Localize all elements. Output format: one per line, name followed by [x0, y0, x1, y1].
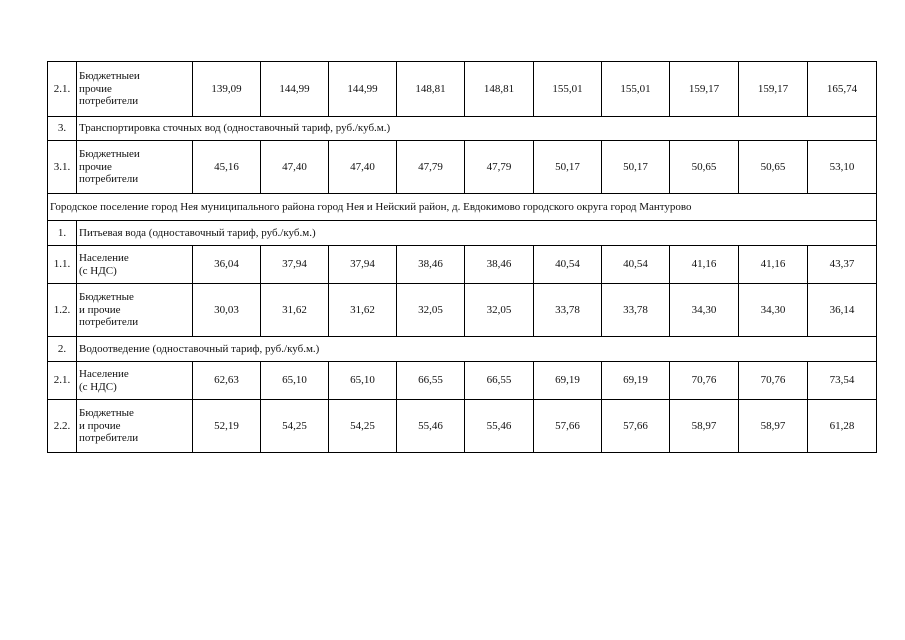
- consumer-category: [77, 62, 193, 117]
- row-number: 2.1.: [48, 62, 77, 117]
- section-number: 2.: [48, 337, 77, 362]
- consumer-category-line: [79, 70, 190, 83]
- tariff-value: 41,16: [739, 246, 808, 284]
- tariff-value: 70,76: [739, 362, 808, 400]
- tariff-value: 32,05: [465, 284, 534, 337]
- tariff-value: 65,10: [261, 362, 329, 400]
- tariff-value: 50,65: [670, 141, 739, 194]
- tariff-value: 144,99: [329, 62, 397, 117]
- tariff-value: 50,17: [602, 141, 670, 194]
- row-number: 3.1.: [48, 141, 77, 194]
- tariff-value: 70,76: [670, 362, 739, 400]
- tariff-value: 159,17: [670, 62, 739, 117]
- table-row: [48, 62, 877, 117]
- section-title: Транспортировка сточных вод (одноставочный тариф, руб./куб.м.): [77, 117, 877, 141]
- table-row: [48, 400, 877, 453]
- tariff-value: 41,16: [670, 246, 739, 284]
- tariff-value: 50,17: [534, 141, 602, 194]
- word: Бюджетные: [79, 148, 134, 161]
- tariff-value: 62,63: [193, 362, 261, 400]
- tariff-value: 38,46: [465, 246, 534, 284]
- section-title: Питьевая вода (одноставочный тариф, руб./куб.м.): [77, 221, 877, 246]
- row-number: 1.2.: [48, 284, 77, 337]
- tariff-value: 30,03: [193, 284, 261, 337]
- tariff-value: 47,40: [329, 141, 397, 194]
- consumer-category-line: потребители: [79, 173, 139, 186]
- tariff-value: 52,19: [193, 400, 261, 453]
- tariff-value: 54,25: [329, 400, 397, 453]
- consumer-category-line: потребители: [79, 432, 139, 445]
- tariff-value: 40,54: [602, 246, 670, 284]
- consumer-category-line: и прочие: [79, 303, 121, 316]
- consumer-category-line: (с НДС): [79, 264, 117, 277]
- tariff-value: 65,10: [329, 362, 397, 400]
- tariff-value: 165,74: [808, 62, 877, 117]
- tariff-value: 58,97: [739, 400, 808, 453]
- tariff-value: 155,01: [602, 62, 670, 117]
- tariff-value: 148,81: [465, 62, 534, 117]
- tariff-value: 61,28: [808, 400, 877, 453]
- tariff-value: 36,14: [808, 284, 877, 337]
- tariff-value: 34,30: [670, 284, 739, 337]
- tariff-value: 53,10: [808, 141, 877, 194]
- tariff-value: 37,94: [329, 246, 397, 284]
- consumer-category-line: потребители: [79, 316, 139, 329]
- section-row: [48, 337, 877, 362]
- word: и: [133, 70, 140, 83]
- consumer-category-line: Бюджетные: [79, 291, 134, 304]
- consumer-category: [77, 141, 193, 194]
- tariff-value: 47,79: [465, 141, 534, 194]
- section-row: [48, 117, 877, 141]
- consumer-category-line: прочие: [79, 82, 112, 95]
- tariff-value: 43,37: [808, 246, 877, 284]
- tariff-value: 34,30: [739, 284, 808, 337]
- consumer-category-line: Население: [79, 252, 129, 264]
- consumer-category-line: [79, 148, 190, 161]
- tariff-value: 55,46: [465, 400, 534, 453]
- tariff-value: 31,62: [329, 284, 397, 337]
- tariff-value: 155,01: [534, 62, 602, 117]
- tariff-value: 38,46: [397, 246, 465, 284]
- tariff-value: 33,78: [534, 284, 602, 337]
- tariff-value: 37,94: [261, 246, 329, 284]
- consumer-category-line: Бюджетные: [79, 407, 134, 420]
- tariff-value: 139,09: [193, 62, 261, 117]
- tariff-value: 33,78: [602, 284, 670, 337]
- tariff-value: 66,55: [465, 362, 534, 400]
- row-number: 2.1.: [48, 362, 77, 400]
- row-number: 2.2.: [48, 400, 77, 453]
- tariff-value: 54,25: [261, 400, 329, 453]
- tariff-value: 31,62: [261, 284, 329, 337]
- table-row: [48, 362, 877, 400]
- section-title: Водоотведение (одноставочный тариф, руб./куб.м.): [77, 337, 877, 362]
- tariff-value: 40,54: [534, 246, 602, 284]
- consumer-category: [77, 362, 193, 400]
- tariff-value: 159,17: [739, 62, 808, 117]
- tariff-value: 69,19: [534, 362, 602, 400]
- consumer-category-line: потребители: [79, 95, 139, 108]
- section-number: 1.: [48, 221, 77, 246]
- table-row: [48, 141, 877, 194]
- tariff-value: 36,04: [193, 246, 261, 284]
- consumer-category: [77, 246, 193, 284]
- word: и: [133, 148, 140, 161]
- tariff-value: 50,65: [739, 141, 808, 194]
- tariff-table: [47, 61, 877, 453]
- consumer-category: [77, 400, 193, 453]
- tariff-value: 57,66: [534, 400, 602, 453]
- tariff-value: 32,05: [397, 284, 465, 337]
- tariff-table-body: [48, 62, 877, 453]
- section-number: 3.: [48, 117, 77, 141]
- tariff-table-page: [47, 61, 876, 453]
- tariff-value: 66,55: [397, 362, 465, 400]
- tariff-value: 47,40: [261, 141, 329, 194]
- table-row: [48, 284, 877, 337]
- consumer-category-line: (с НДС): [79, 380, 117, 393]
- consumer-category-line: и прочие: [79, 419, 121, 432]
- tariff-value: 148,81: [397, 62, 465, 117]
- row-number: 1.1.: [48, 246, 77, 284]
- tariff-value: 47,79: [397, 141, 465, 194]
- tariff-value: 58,97: [670, 400, 739, 453]
- table-row: [48, 246, 877, 284]
- consumer-category: [77, 284, 193, 337]
- tariff-value: 144,99: [261, 62, 329, 117]
- tariff-value: 57,66: [602, 400, 670, 453]
- consumer-category-line: Население: [79, 368, 129, 380]
- tariff-value: 55,46: [397, 400, 465, 453]
- section-row: [48, 221, 877, 246]
- word: Бюджетные: [79, 70, 134, 83]
- region-title: Городское поселение город Нея муниципального района город Нея и Нейский район, д. Евдокимово городского округа город Мантурово: [48, 194, 877, 221]
- consumer-category-line: прочие: [79, 160, 112, 173]
- tariff-value: 69,19: [602, 362, 670, 400]
- region-row: [48, 194, 877, 221]
- tariff-value: 73,54: [808, 362, 877, 400]
- tariff-value: 45,16: [193, 141, 261, 194]
